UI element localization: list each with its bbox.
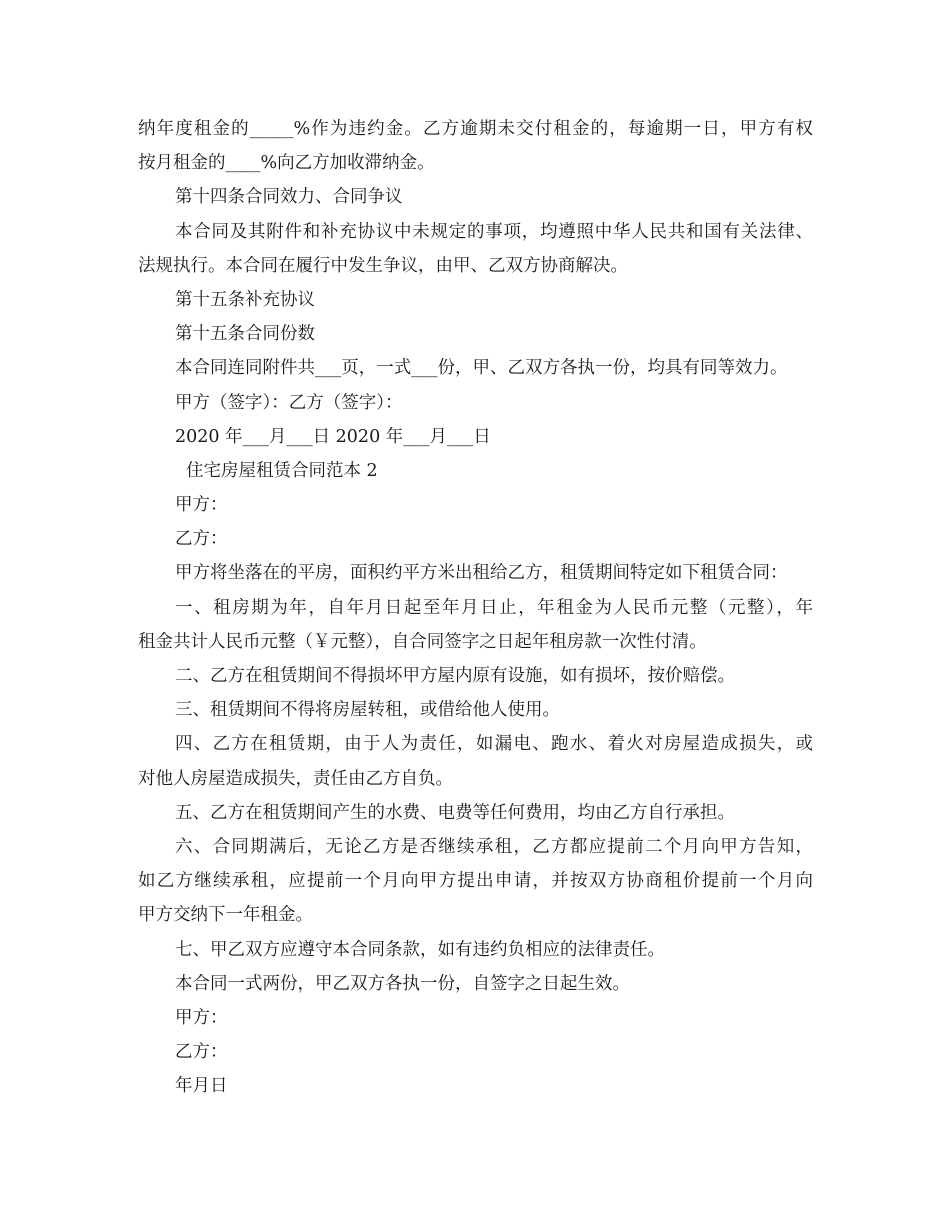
section-heading: 第十四条合同效力、合同争议 xyxy=(175,187,403,208)
document-title: 住宅房屋租赁合同范本 2 xyxy=(186,460,378,481)
document-body xyxy=(138,112,813,1103)
text-line: 二、乙方在租赁期间不得损坏甲方屋内原有设施，如有损坏，按价赔偿。 xyxy=(175,666,735,686)
text-line: 六、合同期满后，无论乙方是否继续承租，乙方都应提前二个月向甲方告知， xyxy=(175,836,813,857)
party-b-signature: 乙方： xyxy=(175,1042,228,1063)
text-line: 本合同一式两份，甲乙双方各执一份，自签字之日起生效。 xyxy=(175,973,630,994)
text-line: 甲方交纳下一年租金。 xyxy=(138,905,313,926)
text-line: 五、乙方在租赁期间产生的水费、电费等任何费用，均由乙方自行承担。 xyxy=(175,802,735,823)
text-line: 一、租房期为年，自年月日起至年月日止，年租金为人民币元整（元整），年 xyxy=(175,597,813,618)
text-line: 法规执行。本合同在履行中发生争议，由甲、乙双方协商解决。 xyxy=(138,255,628,276)
party-a-signature: 甲方： xyxy=(175,1007,228,1028)
signature-line: 甲方（签字）：乙方（签字）： xyxy=(175,392,403,413)
text-line: 甲方将坐落在的平房，面积约平方米出租给乙方，租赁期间特定如下租赁合同： xyxy=(175,563,788,584)
party-a-label: 甲方： xyxy=(175,495,228,516)
text-line: 四、乙方在租赁期，由于人为责任，如漏电、跑水、着火对房屋造成损失，或 xyxy=(175,734,813,755)
text-line: 七、甲乙双方应遵守本合同条款，如有违约负相应的法律责任。 xyxy=(175,939,665,960)
text-line: 三、租赁期间不得将房屋转租，或借给他人使用。 xyxy=(175,700,560,721)
party-b-label: 乙方： xyxy=(175,529,228,550)
text-line: 按月租金的____%向乙方加收滞纳金。 xyxy=(138,153,435,174)
text-line: 如乙方继续承租，应提前一个月向甲方提出申请，并按双方协商租价提前一个月向 xyxy=(138,871,813,892)
date-line: 年月日 xyxy=(175,1076,228,1097)
text-line: 对他人房屋造成损失，责任由乙方自负。 xyxy=(138,768,453,789)
section-heading: 第十五条合同份数 xyxy=(175,324,315,345)
section-heading: 第十五条补充协议 xyxy=(175,289,315,310)
text-line: 纳年度租金的_____%作为违约金。乙方逾期未交付租金的，每逾期一日，甲方有权 xyxy=(138,119,813,139)
date-line: 2020 年___月___日 2020 年___月___日 xyxy=(175,426,491,447)
text-line: 本合同连同附件共___页，一式___份，甲、乙双方各执一份，均具有同等效力。 xyxy=(175,358,788,379)
text-line: 本合同及其附件和补充协议中未规定的事项，均遵照中华人民共和国有关法律、 xyxy=(175,221,813,242)
text-line: 租金共计人民币元整（￥元整），自合同签字之日起年租房款一次性付清。 xyxy=(138,631,707,652)
